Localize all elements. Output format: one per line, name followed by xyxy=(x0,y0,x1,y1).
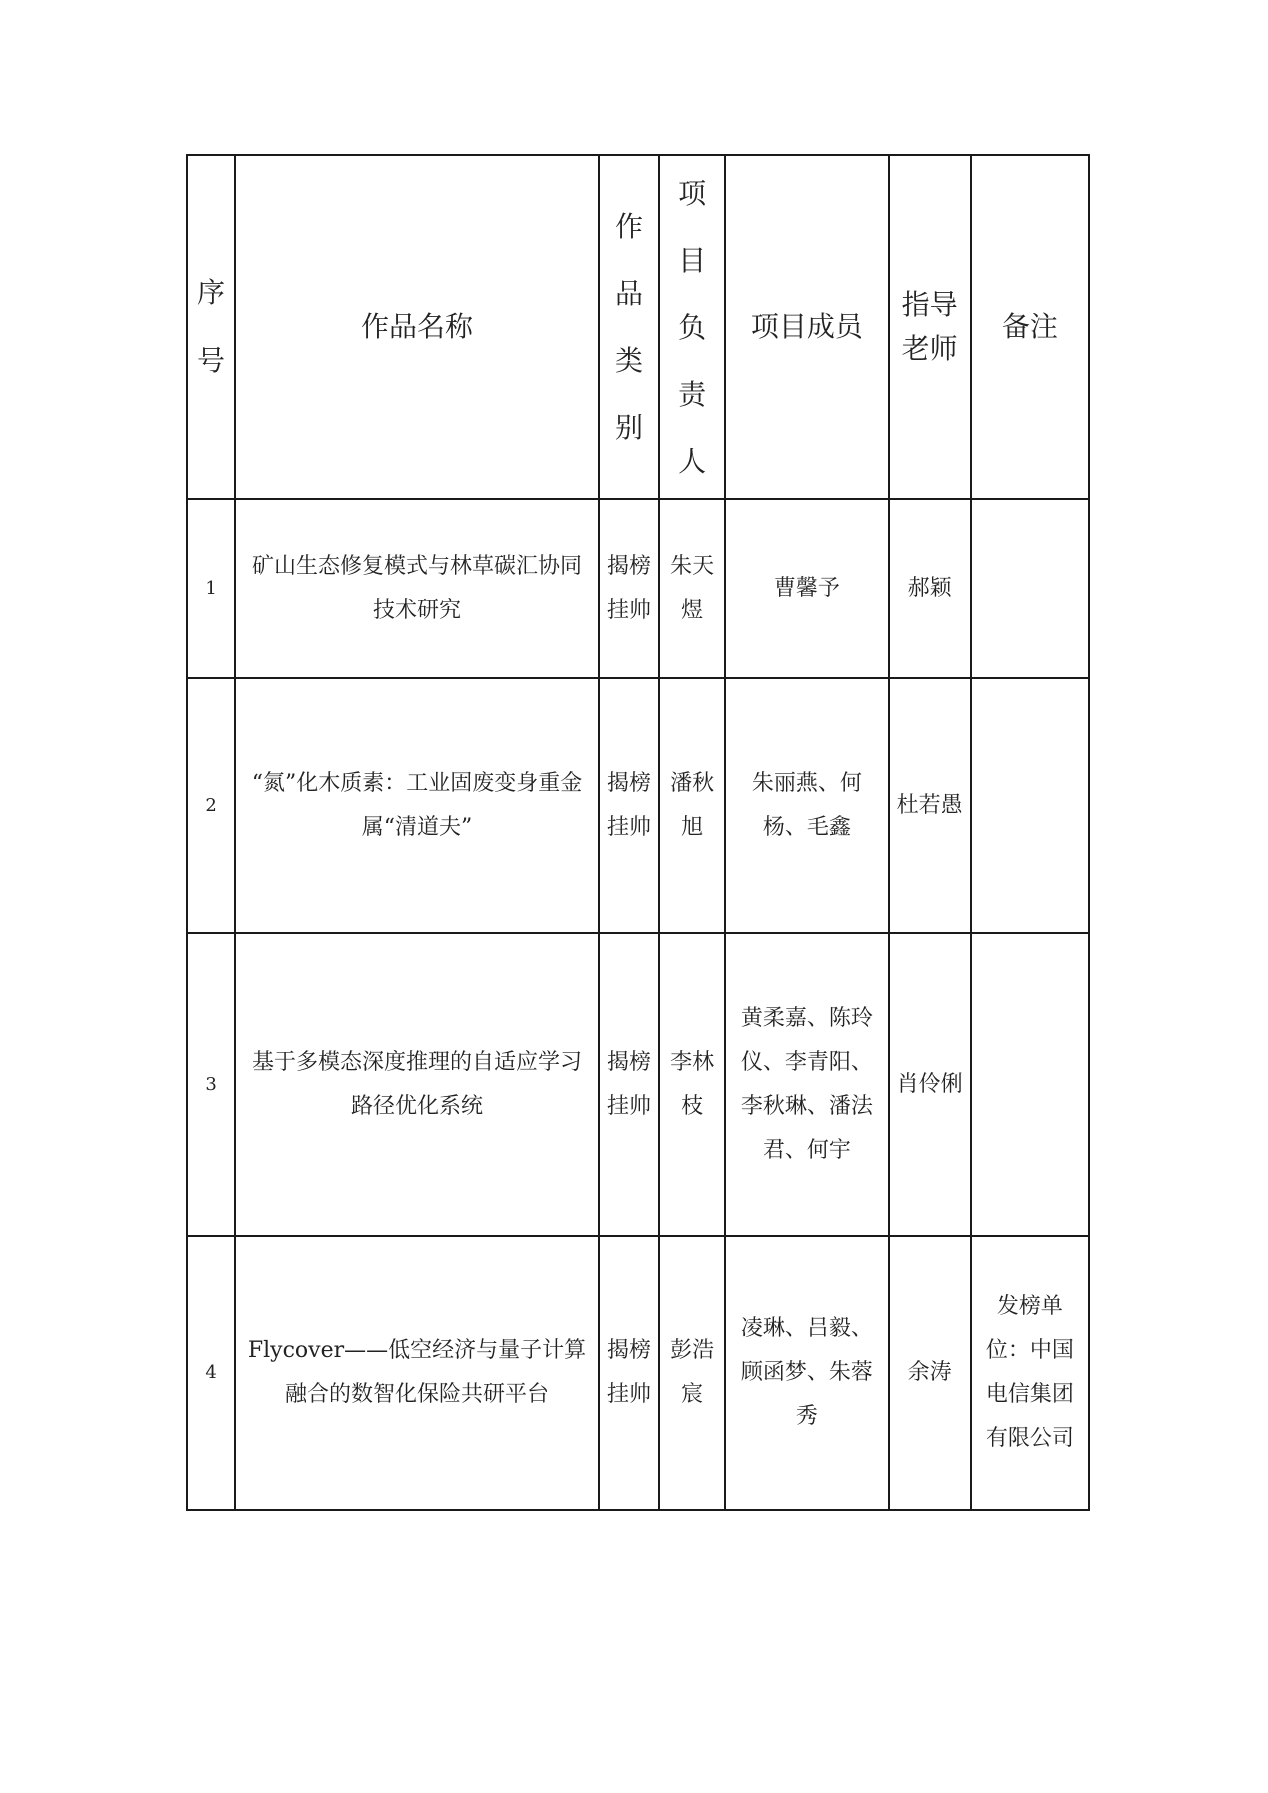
header-advisor: 指导老师 xyxy=(889,155,971,499)
cell-index: 1 xyxy=(187,499,235,678)
table-header-row xyxy=(187,155,1089,499)
cell-advisor: 郝颖 xyxy=(889,499,971,678)
table-row xyxy=(187,933,1089,1236)
header-remark: 备注 xyxy=(971,155,1089,499)
cell-title: 矿山生态修复模式与林草碳汇协同技术研究 xyxy=(235,499,599,678)
cell-advisor: 余涛 xyxy=(889,1236,971,1510)
cell-category: 揭榜挂帅 xyxy=(599,933,659,1236)
cell-remark xyxy=(971,678,1089,933)
cell-index: 4 xyxy=(187,1236,235,1510)
table-row xyxy=(187,499,1089,678)
cell-advisor: 肖伶俐 xyxy=(889,933,971,1236)
cell-leader: 潘秋旭 xyxy=(659,678,725,933)
cell-index: 3 xyxy=(187,933,235,1236)
cell-title: Flycover——低空经济与量子计算融合的数智化保险共研平台 xyxy=(235,1236,599,1510)
cell-title: 基于多模态深度推理的自适应学习路径优化系统 xyxy=(235,933,599,1236)
cell-members: 曹馨予 xyxy=(725,499,888,678)
cell-members: 朱丽燕、何杨、毛鑫 xyxy=(725,678,888,933)
cell-title: “氮”化木质素：工业固废变身重金属“清道夫” xyxy=(235,678,599,933)
cell-remark: 发榜单位：中国电信集团有限公司 xyxy=(971,1236,1089,1510)
cell-leader: 彭浩宸 xyxy=(659,1236,725,1510)
cell-remark xyxy=(971,933,1089,1236)
cell-leader: 李林枝 xyxy=(659,933,725,1236)
header-members: 项目成员 xyxy=(725,155,888,499)
header-leader: 项目负责人 xyxy=(659,155,725,499)
header-title: 作品名称 xyxy=(235,155,599,499)
cell-remark xyxy=(971,499,1089,678)
header-category: 作品类别 xyxy=(599,155,659,499)
cell-category: 揭榜挂帅 xyxy=(599,678,659,933)
cell-members: 黄柔嘉、陈玲仪、李青阳、李秋琳、潘法君、何宇 xyxy=(725,933,888,1236)
table-row xyxy=(187,1236,1089,1510)
table-row xyxy=(187,678,1089,933)
cell-category: 揭榜挂帅 xyxy=(599,1236,659,1510)
cell-advisor: 杜若愚 xyxy=(889,678,971,933)
cell-index: 2 xyxy=(187,678,235,933)
cell-members: 凌琳、吕毅、顾函梦、朱蓉秀 xyxy=(725,1236,888,1510)
project-table xyxy=(186,154,1090,1511)
cell-category: 揭榜挂帅 xyxy=(599,499,659,678)
cell-leader: 朱天煜 xyxy=(659,499,725,678)
header-index: 序号 xyxy=(187,155,235,499)
